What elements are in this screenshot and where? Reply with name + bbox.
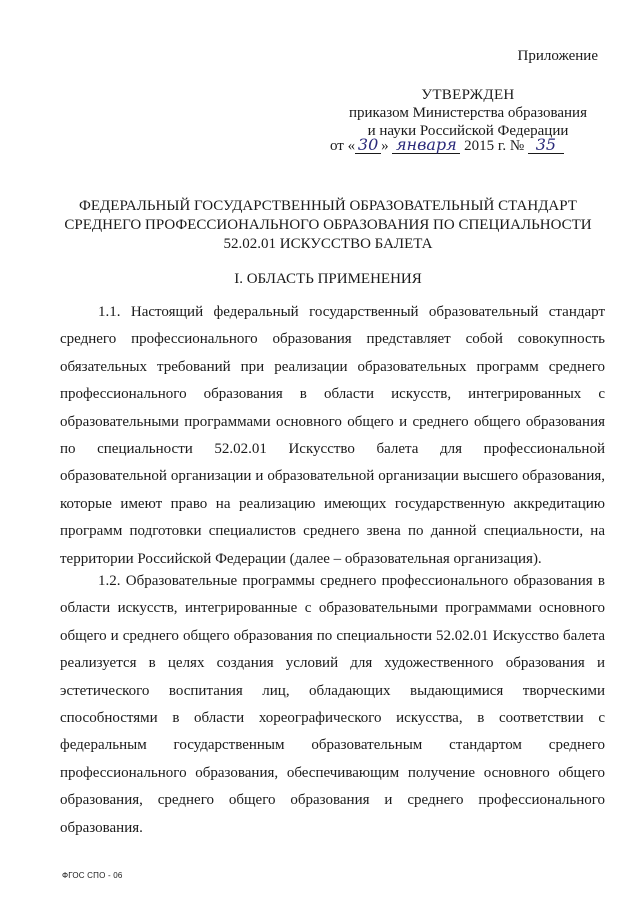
approved-line-2: и науки Российской Федерации xyxy=(367,123,569,139)
order-mid: » xyxy=(381,138,389,154)
order-month-handwritten: января xyxy=(392,136,460,154)
order-year: 2015 г. № xyxy=(464,138,525,154)
order-line xyxy=(330,136,564,155)
paragraph-1-1: 1.1. Настоящий федеральный государственный образовательный стандарт среднего профессионального образования представляет собой совокупность обязательных требований при реализации образовательных программ среднего профессионального образования в области искусств, интегрированных с образовательными программами основного общего и среднего общего образования по специальности 52.02.01 Искусство балета для профессиональной образовательной организации и образовательной организации высшего образования, которые имеют право на реализацию имеющих государственную аккредитацию программ подготовки специалистов среднего звена по данной специальности, на территории Российской Федерации (далее – образовательная организация). xyxy=(60,304,605,567)
approval-block xyxy=(338,86,598,140)
paragraph-1-2: 1.2. Образовательные программы среднего профессионального образования в области искусств, интегрированные с образовательными программами основного общего и среднего общего образования по специальности 52.02.01 Искусство балета реализуется в целях создания условий для художественного образования и эстетического воспитания лиц, обладающих выдающимися творческими способностями в области хореографического искусства, в соответствии с федеральным государственным образовательным стандартом среднего профессионального образования, обеспечивающим получение основного общего образования, среднего общего образования и среднего профессионального образования. xyxy=(60,573,605,836)
order-prefix: от « xyxy=(330,138,356,154)
footer-code: ФГОС СПО - 06 xyxy=(62,871,123,880)
order-number-handwritten: 35 xyxy=(528,136,564,154)
approved-title: УТВЕРЖДЕН xyxy=(421,87,515,103)
appendix-label: Приложение xyxy=(517,48,598,64)
approved-line-1: приказом Министерства образования xyxy=(349,105,587,121)
section-title: I. ОБЛАСТЬ ПРИМЕНЕНИЯ xyxy=(234,271,422,287)
standard-title: ФЕДЕРАЛЬНЫЙ ГОСУДАРСТВЕННЫЙ ОБРАЗОВАТЕЛЬНЫЙ СТАНДАРТ СРЕДНЕГО ПРОФЕССИОНАЛЬНОГО ОБРАЗОВАНИЯ ПО СПЕЦИАЛЬНОСТИ 52.02.01 ИСКУССТВО БАЛЕТА xyxy=(64,198,592,252)
order-day-handwritten: 30 xyxy=(355,136,381,154)
